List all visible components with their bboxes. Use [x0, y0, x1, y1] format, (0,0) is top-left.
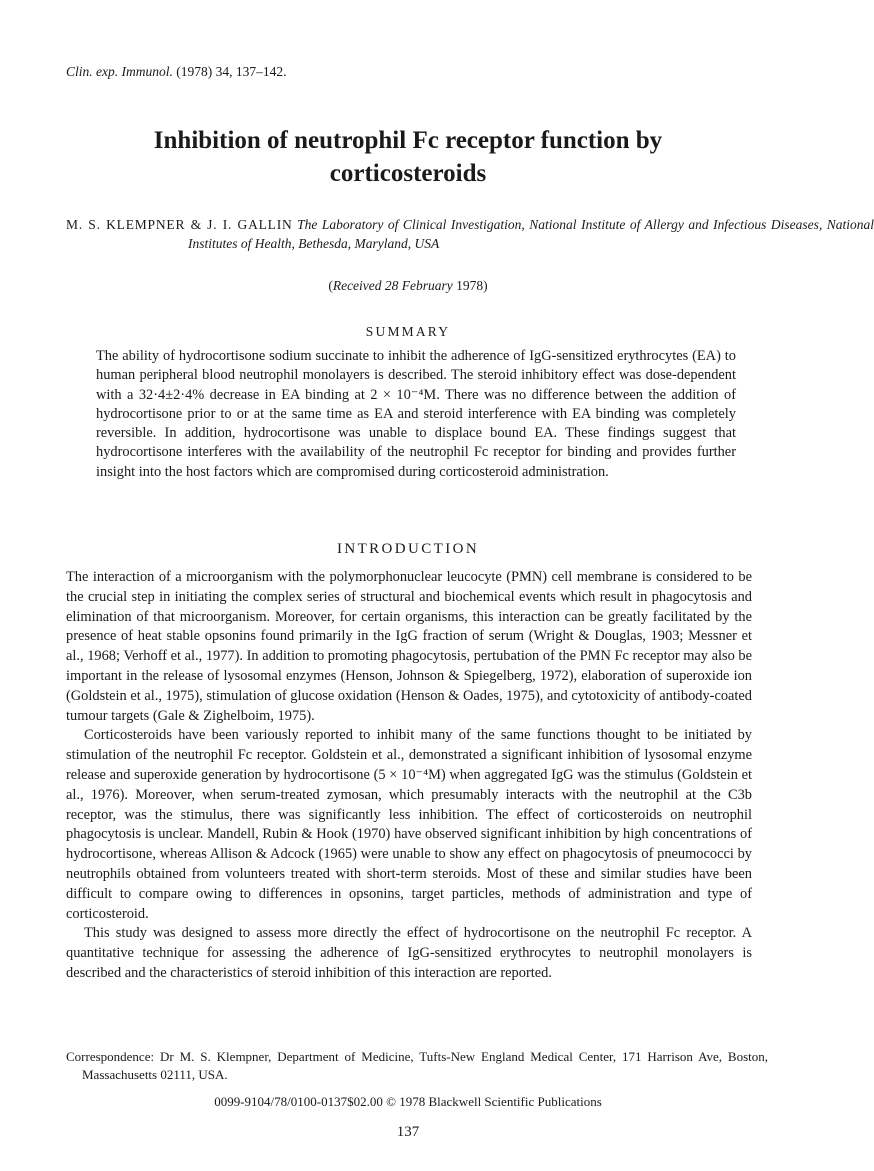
received-year: 1978 [452, 278, 484, 293]
introduction-paragraph: The interaction of a microorganism with the polymorphonuclear leucocyte (PMN) cell membrane is considered to be the crucial step in initiating the complex series of structural and biochemical events which result in phagocytosis and elimination of that microorganism. Moreover, for certain organisms, this interaction can be greatly facilitated by the presence of heat stable opsonins found primarily in the IgG fraction of serum (Wright & Douglas, 1903; Messner et al., 1968; Verhoff et al., 1977). In addition to promoting phagocytosis, pertubation of the PMN Fc receptor may also be important in the release of lysosomal enzymes (Henson, Johnson & Spiegelberg, 1972), elaboration of superoxide ion (Goldstein et al., 1975), stimulation of glucose oxidation (Henson & Oades, 1975), and cytotoxicity of antibody-coated tumour targets (Gale & Zighelboim, 1975). [66, 569, 752, 724]
page-number: 137 [396, 1124, 420, 1140]
author-names: M. S. KLEMPNER & J. I. GALLIN [66, 217, 293, 232]
introduction-heading: INTRODUCTION [336, 541, 480, 557]
introduction-paragraph: This study was designed to assess more directly the effect of hydrocortisone on the neutrophil Fc receptor. A quantitative technique for assessing the adherence of IgG-sensitized erythrocytes to neutrophil monolayers is described and the characteristics of steroid inhibition of this interaction are reported. [66, 925, 752, 981]
journal-volume-pages: (1978) 34, 137–142. [172, 64, 287, 79]
correspondence-note: Correspondence: Dr M. S. Klempner, Department of Medicine, Tufts-New England Medical Center, 171 Harrison Ave, Boston, Massachusetts 02111, USA. [66, 1049, 768, 1082]
summary-heading: SUMMARY [365, 324, 451, 339]
summary-text: The ability of hydrocortisone sodium succinate to inhibit the adherence of IgG-sensitized erythrocytes (EA) to human peripheral blood neutrophil monolayers is described. The steroid inhibitory effect was dose-dependent with a 32·4±2·4% decrease in EA binding at 2 × 10⁻⁴M. There was no difference between the addition of hydrocortisone prior to or at the same time as EA and steroid interference with EA binding was completely reversible. In addition, hydrocortisone was unable to displace bound EA. These findings suggest that hydrocortisone interferes with the availability of the neutrophil Fc receptor for binding and provides further insight into the host factors which are compromised during corticosteroid administration. [96, 348, 736, 480]
received-date: (Received 28 February 1978) [328, 278, 488, 293]
journal-citation [66, 64, 287, 80]
received-label: Received [332, 278, 382, 293]
author-affiliation: The Laboratory of Clinical Investigation, National Institute of Allergy and Infectious Diseases, National Institutes of Health, Bethesda, Maryland, USA [188, 217, 874, 251]
copyright-line: 0099-9104/78/0100-0137$02.00 © 1978 Blackwell Scientific Publications [214, 1094, 602, 1109]
author-block [66, 215, 874, 253]
introduction-paragraph: Corticosteroids have been variously reported to inhibit many of the same functions thought to be initiated by stimulation of the neutrophil Fc receptor. Goldstein et al., demonstrated a significant inhibition of lysosomal enzyme release and superoxide generation by hydrocortisone (5 × 10⁻⁴M) when aggregated IgG was the stimulus (Goldstein et al., 1976). Moreover, when serum-treated zymosan, which presumably interacts with the neutrophil at the C3b receptor, was the stimulus, there was significantly less inhibition. The effect of corticosteroids on neutrophil phagocytosis is unclear. Mandell, Rubin & Hook (1970) have observed significant inhibition by high concentrations of hydrocortisone, whereas Allison & Adcock (1965) were unable to show any effect on phagocytosis of pneumococci by neutrophils obtained from volunteers treated with short-term steroids. Most of these and similar studies have been difficult to compare owing to differences in opsonins, target particles, methods of administration and type of corticosteroid. [66, 727, 752, 922]
introduction-body [66, 568, 752, 984]
received-day-month: 28 February [381, 278, 453, 293]
journal-name: Clin. exp. Immunol. [66, 64, 173, 79]
article-title: Inhibition of neutrophil Fc receptor function by corticosteroids [153, 127, 663, 187]
